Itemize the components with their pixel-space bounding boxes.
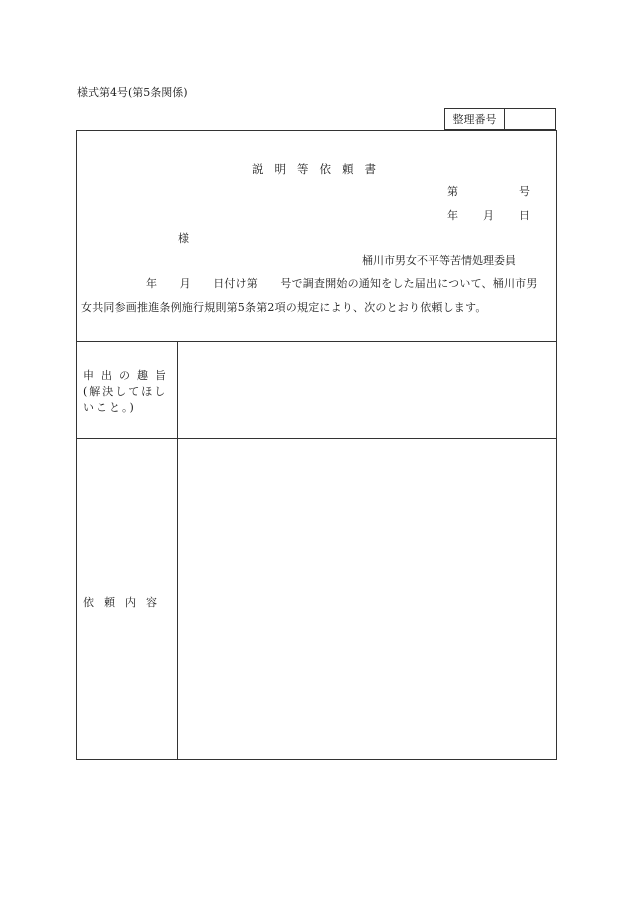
purpose-label-line-1: 申出の趣旨 [83,369,173,382]
request-form-table [76,130,557,760]
body-text-line-1: 年 月 日付け第 号で調査開始の通知をした届出について、桶川市男 [146,277,538,290]
purpose-label [83,368,173,416]
date-month-label: 月 [483,209,494,222]
content-value-field[interactable] [178,439,556,759]
document-title: 説明等依頼書 [252,162,387,176]
date-year-label: 年 [447,209,458,222]
form-number-label: 様式第4号(第5条関係) [77,86,188,99]
purpose-label-line-2: (解決してほし [83,385,168,398]
sender-name: 桶川市男女不平等苦情処理委員 [362,254,516,267]
purpose-label-cell [77,342,178,438]
content-label-cell [77,439,178,759]
reference-number-box [444,108,556,130]
purpose-value-field[interactable] [178,342,556,438]
header-section [77,131,556,342]
document-number-suffix: 号 [519,185,530,198]
body-text-line-2: 女共同参画推進条例施行規則第5条第2項の規定により、次のとおり依頼します。 [81,301,487,314]
document-number-prefix: 第 [447,185,458,198]
reference-number-label: 整理番号 [445,109,505,129]
date-day-label: 日 [519,209,530,222]
addressee-honorific: 様 [178,232,189,245]
content-label: 依頼内容 [83,596,167,609]
content-row [77,439,556,759]
purpose-row [77,342,556,439]
purpose-label-line-3: いこと。) [83,401,136,414]
reference-number-field[interactable] [505,109,555,129]
